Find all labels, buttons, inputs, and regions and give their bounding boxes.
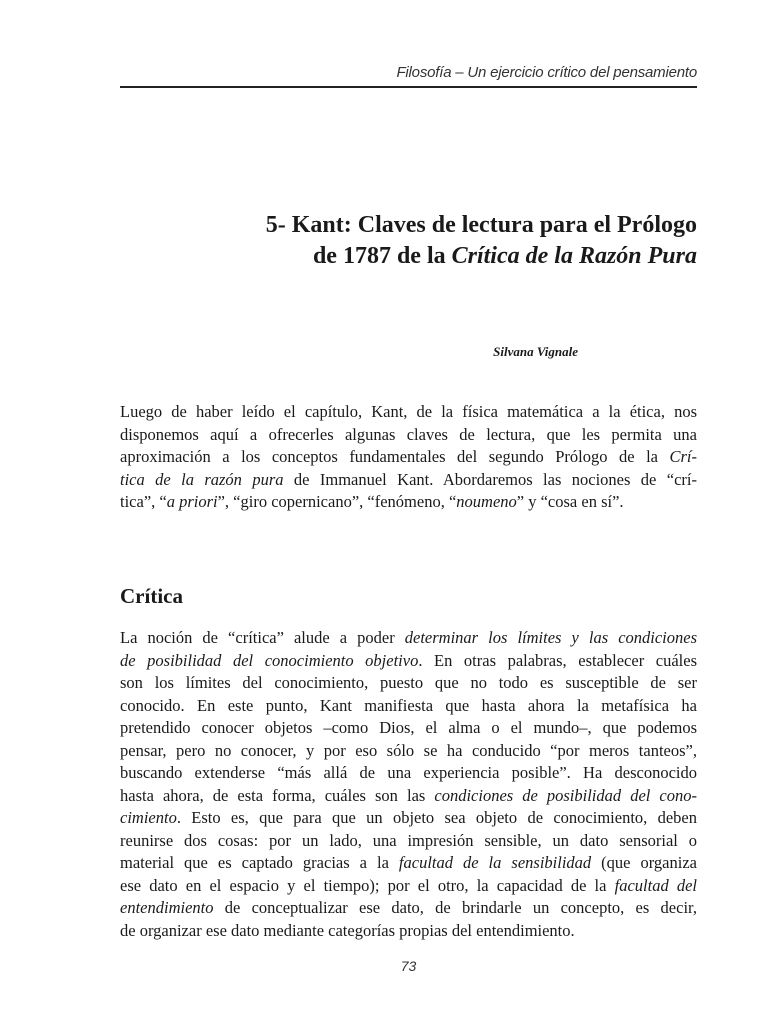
header-rule [120,86,697,88]
intro-line-3 [120,446,697,469]
body-line-9 [120,807,697,830]
intro-line-1: Luego de haber leído el capítulo, Kant, de la física matemática a la ética, nos [120,402,697,421]
body-line-6: pensar, pero no conocer, y por eso sólo se ha conducido “por meros tanteos”, [120,740,697,760]
author-name: Silvana Vignale [493,344,578,359]
intro-line-5 [120,491,697,514]
body-line-12-text: ese dato en el espacio y el tiempo); por el otro, la capacidad de la [120,875,615,895]
body-line-9-text: . Esto es, que para que un objeto sea objeto de conocimiento, deben [176,808,697,827]
body-line-11-text-a: material que es captado gracias a la [120,853,399,872]
chapter-title [120,210,697,272]
body-line-11 [120,852,697,875]
intro-line-2: disponemos aquí a ofrecerles algunas claves de lectura, que les permita una [120,424,697,444]
body-line-8-italic: condiciones de posibilidad del cono- [434,785,697,805]
body-line-1-italic: determinar los límites y las condiciones [404,628,698,647]
body-line-12-italic: facultad del [614,875,698,895]
intro-line-4-italic: tica de la razón pura [120,469,284,489]
running-header-title: Filosofía – Un ejercicio crítico del pensamiento [396,64,697,81]
body-line-3: son los límites del conocimiento, puesto que no todo es susceptible de ser [120,673,697,692]
body-line-1 [120,627,697,650]
body-line-4: conocido. En este punto, Kant manifiesta que hasta ahora la metafísica ha [120,695,697,715]
body-line-12 [120,875,697,898]
intro-line-4-text: de Immanuel Kant. Abordaremos las nociones de “crí- [283,469,697,489]
intro-paragraph [120,401,697,514]
body-line-13-text: de conceptualizar ese dato, de brindarle un concepto, es decir, [213,898,697,917]
body-line-2-italic: de posibilidad del conocimiento objetivo [120,650,419,670]
body-line-13-italic: entendimiento [120,898,214,917]
body-line-8 [120,785,697,808]
body-line-9-italic: cimiento [120,808,177,827]
intro-line-5-italic-b: noumeno [456,492,517,511]
critica-paragraph [120,627,697,942]
intro-line-3-text: aproximación a los conceptos fundamentales del segundo Prólogo de la [120,447,670,466]
section-heading: Crítica [120,584,183,608]
body-line-5: pretendido conocer objetos –como Dios, el alma o el mundo–, que podemos [120,718,697,737]
body-line-2 [120,650,697,673]
chapter-title-line2-prefix: de 1787 de la [312,243,452,269]
chapter-title-book-title: Crítica de la Razón Pura [451,243,697,269]
chapter-title-line2 [120,241,697,272]
body-line-7: buscando extenderse “más allá de una experiencia posible”. Ha desconocido [120,763,697,782]
body-line-8-text: hasta ahora, de esta forma, cuáles son las [120,785,435,805]
body-line-14: de organizar ese dato mediante categorías propias del entendimiento. [120,920,575,940]
intro-line-5-text-b: ”, “giro copernicano”, “fenómeno, “ [217,492,457,511]
body-line-2-text: . En otras palabras, establecer cuáles [418,650,697,670]
body-line-10: reunirse dos cosas: por un lado, una impresión sensible, un dato sensorial o [120,830,697,850]
intro-line-4 [120,469,697,492]
intro-line-3-italic: Crí- [669,447,697,466]
body-line-11-text-b: (que organiza [591,853,697,872]
page-number: 73 [400,958,417,974]
intro-line-5-text-c: ” y “cosa en sí”. [516,492,624,511]
intro-line-5-italic-a: a priori [166,492,218,511]
body-line-13 [120,897,697,920]
body-line-1-text: La noción de “crítica” alude a poder [120,628,405,647]
intro-line-5-text-a: tica”, “ [120,492,167,511]
chapter-title-line1: 5- Kant: Claves de lectura para el Prólogo [265,212,697,238]
body-line-11-italic: facultad de la sensibilidad [398,853,592,872]
